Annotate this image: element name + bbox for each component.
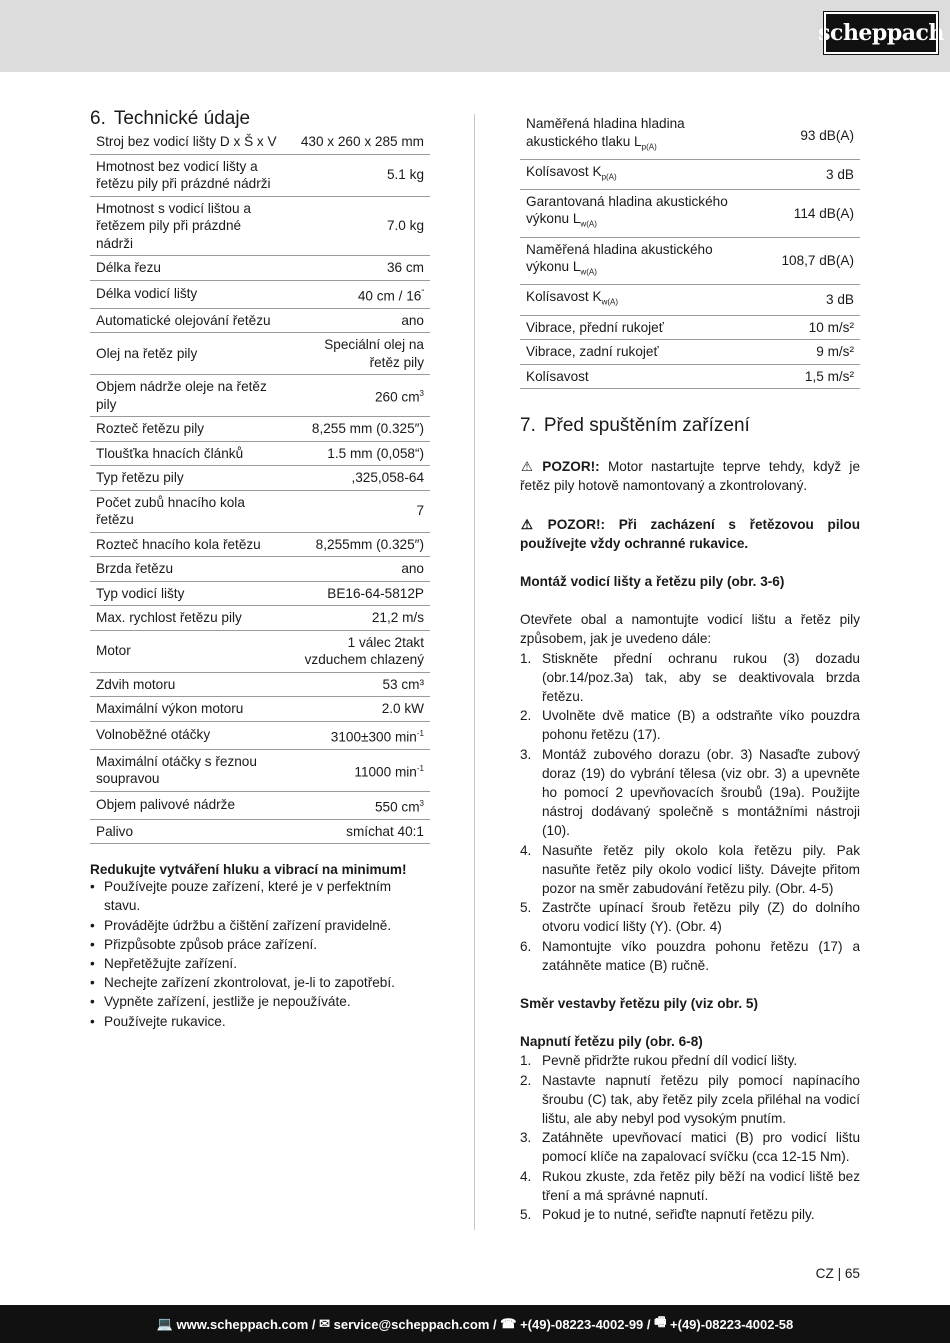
list-item: • Provádějte údržbu a čištění zařízení pravidelně. bbox=[90, 916, 430, 935]
noise-label bbox=[520, 285, 751, 315]
list-item: • Nechejte zařízení zkontrolovat, je-li to zapotřebí. bbox=[90, 973, 430, 992]
spec-label: Maximální otáčky s řeznou soupravou bbox=[90, 749, 287, 791]
noise-label bbox=[520, 364, 751, 389]
warning-1-text: Motor nastartujte teprve tehdy, když je řetěz pily hotově namontovaný a zkontrolovaný. bbox=[520, 459, 860, 494]
spec-value-text: 7 bbox=[416, 503, 424, 519]
spec-row bbox=[90, 417, 430, 442]
spec-row bbox=[90, 532, 430, 557]
noise-label bbox=[520, 189, 751, 237]
step-number: 3. bbox=[520, 746, 532, 762]
spec-value bbox=[287, 721, 430, 749]
list-item bbox=[520, 1051, 860, 1070]
noise-label-sub: p(A) bbox=[601, 172, 617, 182]
spec-value bbox=[287, 154, 430, 196]
spec-value-text: 1 válec 2takt vzduchem chlazený bbox=[304, 634, 424, 668]
spec-value bbox=[287, 581, 430, 606]
list-item bbox=[520, 1167, 860, 1205]
spec-row bbox=[90, 375, 430, 417]
warning-triangle-icon: ⚠ bbox=[520, 459, 534, 475]
step-text: Zastrčte upínací šroub řetězu pily (Z) do dolního otvoru vodicí lišty (Y). (Obr. 4) bbox=[542, 900, 860, 935]
spec-value-text: 7.0 kg bbox=[386, 218, 424, 233]
list-item bbox=[520, 745, 860, 841]
spec-row bbox=[90, 819, 430, 844]
step-number: 1. bbox=[520, 650, 532, 666]
spec-value bbox=[287, 672, 430, 697]
email-icon: ✉ bbox=[319, 1316, 334, 1331]
list-item bbox=[520, 841, 860, 899]
spec-value bbox=[287, 308, 430, 333]
spec-row bbox=[90, 581, 430, 606]
spec-value bbox=[287, 196, 430, 256]
computer-icon: 💻 bbox=[156, 1316, 177, 1331]
spec-row bbox=[90, 308, 430, 333]
noise-label-sub: p(A) bbox=[641, 142, 657, 152]
spec-label: Maximální výkon motoru bbox=[90, 697, 287, 722]
spec-value-text: Speciální olej na řetěz pily bbox=[324, 337, 424, 370]
spec-label: Počet zubů hnacího kola řetězu bbox=[90, 490, 287, 532]
noise-row bbox=[520, 112, 860, 159]
warning-2-text: Při zacházení s řetězovou pilou používejte vždy ochranné rukavice. bbox=[520, 516, 860, 551]
spec-value-text: 8,255 mm (0.325″) bbox=[311, 421, 424, 437]
spec-value bbox=[287, 417, 430, 442]
spec-label: Automatické olejování řetězu bbox=[90, 308, 287, 333]
spec-label: Typ vodicí lišty bbox=[90, 581, 287, 606]
column-divider bbox=[474, 114, 475, 1230]
step-number: 4. bbox=[520, 1168, 532, 1184]
technical-data-table bbox=[90, 130, 430, 844]
spec-value bbox=[287, 333, 430, 375]
noise-row bbox=[520, 315, 860, 340]
section-6-heading bbox=[90, 108, 430, 130]
spec-row bbox=[90, 441, 430, 466]
noise-label bbox=[520, 112, 751, 159]
spec-row bbox=[90, 749, 430, 791]
list-item: • Přizpůsobte způsob práce zařízení. bbox=[90, 935, 430, 954]
fax-number: +(49)-08223-4002-58 bbox=[670, 1316, 794, 1332]
spec-value-sup: -1 bbox=[416, 763, 424, 773]
warning-2 bbox=[520, 515, 860, 553]
noise-value: 9 m/s² bbox=[751, 340, 860, 365]
spec-value bbox=[287, 630, 430, 672]
list-item: • Používejte rukavice. bbox=[90, 1012, 430, 1031]
step-number: 6. bbox=[520, 938, 532, 954]
spec-row bbox=[90, 557, 430, 582]
noise-value: 3 dB bbox=[751, 159, 860, 189]
noise-label-sub: w(A) bbox=[580, 220, 597, 230]
spec-label: Motor bbox=[90, 630, 287, 672]
noise-label bbox=[520, 315, 751, 340]
step-text: Nasuňte řetěz pily okolo kola řetězu pily. Pak nasuňte řetěz pily okolo vodicí lišty. Dávejte přitom pozor na směr zabudování řetězu pily. (Obr. 4-5) bbox=[542, 842, 860, 896]
noise-label-sub: w(A) bbox=[601, 298, 619, 308]
spec-row bbox=[90, 630, 430, 672]
spec-row bbox=[90, 333, 430, 375]
step-number: 2. bbox=[520, 1072, 532, 1088]
phone-number: +(49)-08223-4002-99 bbox=[520, 1316, 644, 1332]
noise-value: 93 dB(A) bbox=[751, 112, 860, 159]
spec-value-text: ano bbox=[401, 561, 424, 577]
spec-row bbox=[90, 196, 430, 256]
noise-reduction-list bbox=[90, 877, 430, 1031]
spec-label: Hmotnost s vodicí lištou a řetězem pily při prázdné nádrži bbox=[90, 196, 287, 256]
spec-value-text: 430 x 260 x 285 mm bbox=[300, 134, 424, 149]
header-band bbox=[0, 0, 950, 72]
noise-value: 10 m/s² bbox=[751, 315, 860, 340]
spec-value bbox=[287, 606, 430, 631]
spec-label: Brzda řetězu bbox=[90, 557, 287, 582]
spec-label: Max. rychlost řetězu pily bbox=[90, 606, 287, 631]
spec-value bbox=[287, 466, 430, 491]
noise-label-text: Garantovaná hladina akustického výkonu L bbox=[526, 193, 728, 227]
spec-label: Objem palivové nádrže bbox=[90, 791, 287, 819]
step-text: Pevně přidržte rukou přední díl vodicí lišty. bbox=[542, 1053, 798, 1069]
spec-row bbox=[90, 672, 430, 697]
spec-row bbox=[90, 606, 430, 631]
noise-row bbox=[520, 237, 860, 285]
noise-row bbox=[520, 285, 860, 315]
spec-label: Palivo bbox=[90, 819, 287, 844]
noise-label-text: Vibrace, přední rukojeť bbox=[526, 319, 664, 335]
step-text: Pokud je to nutné, seřiďte napnutí řetězu pily. bbox=[542, 1207, 815, 1222]
spec-label: Délka vodicí lišty bbox=[90, 280, 287, 308]
brand-logo-text: scheppach bbox=[818, 20, 944, 46]
separator: / bbox=[643, 1316, 655, 1332]
step-number: 5. bbox=[520, 900, 532, 916]
spec-value-text: 53 cm³ bbox=[382, 676, 424, 692]
spec-label: Rozteč hnacího kola řetězu bbox=[90, 532, 287, 557]
list-item bbox=[520, 1071, 860, 1129]
spec-value-sup: -1 bbox=[416, 728, 424, 738]
spec-row bbox=[90, 697, 430, 722]
direction-heading: Směr vestavby řetězu pily (viz obr. 5) bbox=[520, 995, 758, 1011]
step-number: 3. bbox=[520, 1130, 532, 1146]
list-item bbox=[520, 706, 860, 744]
left-column bbox=[90, 108, 430, 1031]
spec-value-text: smíchat 40:1 bbox=[346, 823, 424, 839]
list-item bbox=[520, 649, 860, 707]
spec-value-text: 2.0 kW bbox=[381, 701, 424, 717]
list-item bbox=[520, 937, 860, 975]
spec-label: Objem nádrže oleje na řetěz pily bbox=[90, 375, 287, 417]
spec-value bbox=[287, 441, 430, 466]
spec-value bbox=[287, 256, 430, 281]
list-item: • Vypněte zařízení, jestliže je nepoužíváte. bbox=[90, 992, 430, 1011]
step-number: 5. bbox=[520, 1207, 532, 1222]
section-6-number: 6. bbox=[90, 108, 106, 129]
spec-value bbox=[287, 749, 430, 791]
noise-label-text: Kolísavost K bbox=[526, 289, 602, 305]
noise-label bbox=[520, 340, 751, 365]
contact-bar bbox=[0, 1305, 950, 1343]
noise-value: 1,5 m/s² bbox=[751, 364, 860, 389]
mount-steps-list bbox=[520, 649, 860, 975]
spec-value-text: ano bbox=[401, 312, 424, 328]
noise-row bbox=[520, 340, 860, 365]
mount-intro: Otevřete obal a namontujte vodicí lištu a řetěz pily způsobem, jak je uvedeno dále: bbox=[520, 612, 860, 647]
step-text: Montáž zubového dorazu (obr. 3) Nasaďte zubový doraz (19) do vybrání tělesa (viz obr. 3) a upevněte ho pomocí 2 upevňovacích šroubů (19a). Použijte nástroj dodávaný společně s montážními nástroji (10). bbox=[542, 746, 860, 839]
spec-value-sup: “ bbox=[421, 287, 424, 297]
spec-value-text: 260 cm bbox=[374, 389, 420, 405]
spec-value-sup: 3 bbox=[419, 798, 424, 808]
spec-value bbox=[287, 280, 430, 308]
noise-label-sub: w(A) bbox=[580, 267, 597, 277]
spec-label: Délka řezu bbox=[90, 256, 287, 281]
spec-value-text: 3100±300 min bbox=[330, 729, 417, 745]
spec-value-text: 1.5 mm (0,058“) bbox=[327, 445, 424, 461]
noise-value: 114 dB(A) bbox=[751, 189, 860, 237]
warning-1 bbox=[520, 457, 860, 495]
tension-steps-list bbox=[520, 1051, 860, 1224]
spec-label: Volnoběžné otáčky bbox=[90, 721, 287, 749]
step-number: 2. bbox=[520, 708, 532, 724]
right-column bbox=[520, 112, 860, 1224]
noise-vibration-table bbox=[520, 112, 860, 389]
mount-heading: Montáž vodicí lišty a řetězu pily (obr. 3-6) bbox=[520, 573, 785, 589]
step-number: 4. bbox=[520, 842, 532, 858]
noise-label bbox=[520, 237, 751, 285]
section-7-heading bbox=[520, 415, 860, 437]
step-number: 1. bbox=[520, 1053, 532, 1069]
noise-value: 108,7 dB(A) bbox=[751, 237, 860, 285]
step-text: Uvolněte dvě matice (B) a odstraňte víko pouzdra pohonu řetězu (17). bbox=[542, 708, 860, 743]
spec-value bbox=[287, 819, 430, 844]
noise-row bbox=[520, 189, 860, 237]
spec-row bbox=[90, 490, 430, 532]
spec-value bbox=[287, 130, 430, 154]
noise-value: 3 dB bbox=[751, 285, 860, 315]
spec-label: Tloušťka hnacích článků bbox=[90, 441, 287, 466]
spec-label: Stroj bez vodicí lišty D x Š x V bbox=[90, 130, 287, 154]
spec-value-text: 550 cm bbox=[374, 799, 420, 815]
section-7-number: 7. bbox=[520, 415, 536, 437]
spec-value-text: ,325,058-64 bbox=[351, 470, 424, 486]
spec-row bbox=[90, 130, 430, 154]
list-item bbox=[520, 898, 860, 936]
noise-label-text: Vibrace, zadní rukojeť bbox=[526, 344, 659, 360]
list-item: • Používejte pouze zařízení, které je v perfektním stavu. bbox=[90, 877, 430, 915]
spec-row bbox=[90, 256, 430, 281]
spec-value-text: 5.1 kg bbox=[386, 167, 424, 183]
spec-row bbox=[90, 280, 430, 308]
spec-label: Hmotnost bez vodicí lišty a řetězu pily při prázdné nádrži bbox=[90, 154, 287, 196]
spec-value-text: 36 cm bbox=[386, 260, 424, 275]
step-text: Namontujte víko pouzdra pohonu řetězu (17) a zatáhněte matice (B) ručně. bbox=[542, 938, 860, 973]
spec-value-text: 11000 min bbox=[354, 764, 417, 780]
warning-1-label: POZOR!: bbox=[542, 459, 600, 475]
step-text: Nastavte napnutí řetězu pily pomocí napínacího šroubu (C) tak, aby řetěz pily zcela přiléhal na vodicí lištu, ale aby nebyl pod vysokým pnutím. bbox=[542, 1072, 860, 1126]
brand-logo bbox=[818, 12, 944, 54]
fax-icon: 🖷 bbox=[654, 1314, 671, 1329]
spec-value bbox=[287, 375, 430, 417]
spec-value bbox=[287, 697, 430, 722]
list-item bbox=[520, 1128, 860, 1166]
noise-row bbox=[520, 159, 860, 189]
spec-row bbox=[90, 154, 430, 196]
noise-label-text: Kolísavost bbox=[526, 368, 589, 384]
spec-row bbox=[90, 466, 430, 491]
spec-value bbox=[287, 490, 430, 532]
spec-label: Rozteč řetězu pily bbox=[90, 417, 287, 442]
noise-label-text: Naměřená hladina hladina akustického tlaku L bbox=[526, 116, 685, 149]
tension-heading: Napnutí řetězu pily (obr. 6-8) bbox=[520, 1034, 703, 1050]
noise-label-text: Naměřená hladina akustického výkonu L bbox=[526, 241, 713, 275]
page-number: CZ | 65 bbox=[815, 1266, 860, 1281]
spec-row bbox=[90, 721, 430, 749]
step-text: Zatáhněte upevňovací matici (B) pro vodicí lištu pomocí klíče na zapalovací svíčku (cca 12-15 Nm). bbox=[542, 1130, 860, 1165]
noise-label bbox=[520, 159, 751, 189]
spec-value-text: 8,255mm (0.325″) bbox=[315, 536, 424, 552]
separator: / bbox=[308, 1316, 320, 1332]
step-text: Rukou zkuste, zda řetěz pily běží na vodicí liště bez tření a má správné napnutí. bbox=[542, 1168, 860, 1203]
warning-2-label: POZOR!: bbox=[547, 516, 606, 532]
spec-value-sup: 3 bbox=[419, 389, 424, 399]
spec-label: Olej na řetěz pily bbox=[90, 333, 287, 375]
email-link[interactable]: service@scheppach.com bbox=[333, 1316, 490, 1332]
website-link[interactable]: www.scheppach.com bbox=[176, 1316, 309, 1332]
noise-label-text: Kolísavost K bbox=[526, 163, 602, 179]
section-7-title: Před spuštěním zařízení bbox=[543, 415, 750, 437]
spec-label: Zdvih motoru bbox=[90, 672, 287, 697]
separator: / bbox=[489, 1316, 501, 1332]
warning-triangle-icon: ⚠ bbox=[520, 516, 534, 532]
spec-value bbox=[287, 791, 430, 819]
section-6-title: Technické údaje bbox=[113, 108, 251, 129]
step-text: Stiskněte přední ochranu rukou (3) dozadu (obr.14/poz.3a) tak, aby se deaktivovala brzda řetězu. bbox=[542, 650, 860, 704]
noise-reduction-heading: Redukujte vytváření hluku a vibrací na minimum! bbox=[90, 862, 407, 878]
list-item bbox=[520, 1205, 860, 1224]
spec-value-text: 21,2 m/s bbox=[371, 610, 424, 626]
list-item: • Nepřetěžujte zařízení. bbox=[90, 954, 430, 973]
phone-icon: ☎ bbox=[500, 1316, 521, 1331]
noise-row bbox=[520, 364, 860, 389]
spec-value bbox=[287, 532, 430, 557]
spec-row bbox=[90, 791, 430, 819]
spec-label: Typ řetězu pily bbox=[90, 466, 287, 491]
spec-value-text: 40 cm / 16 bbox=[357, 288, 422, 304]
spec-value bbox=[287, 557, 430, 582]
spec-value-text: BE16-64-5812P bbox=[327, 585, 424, 601]
